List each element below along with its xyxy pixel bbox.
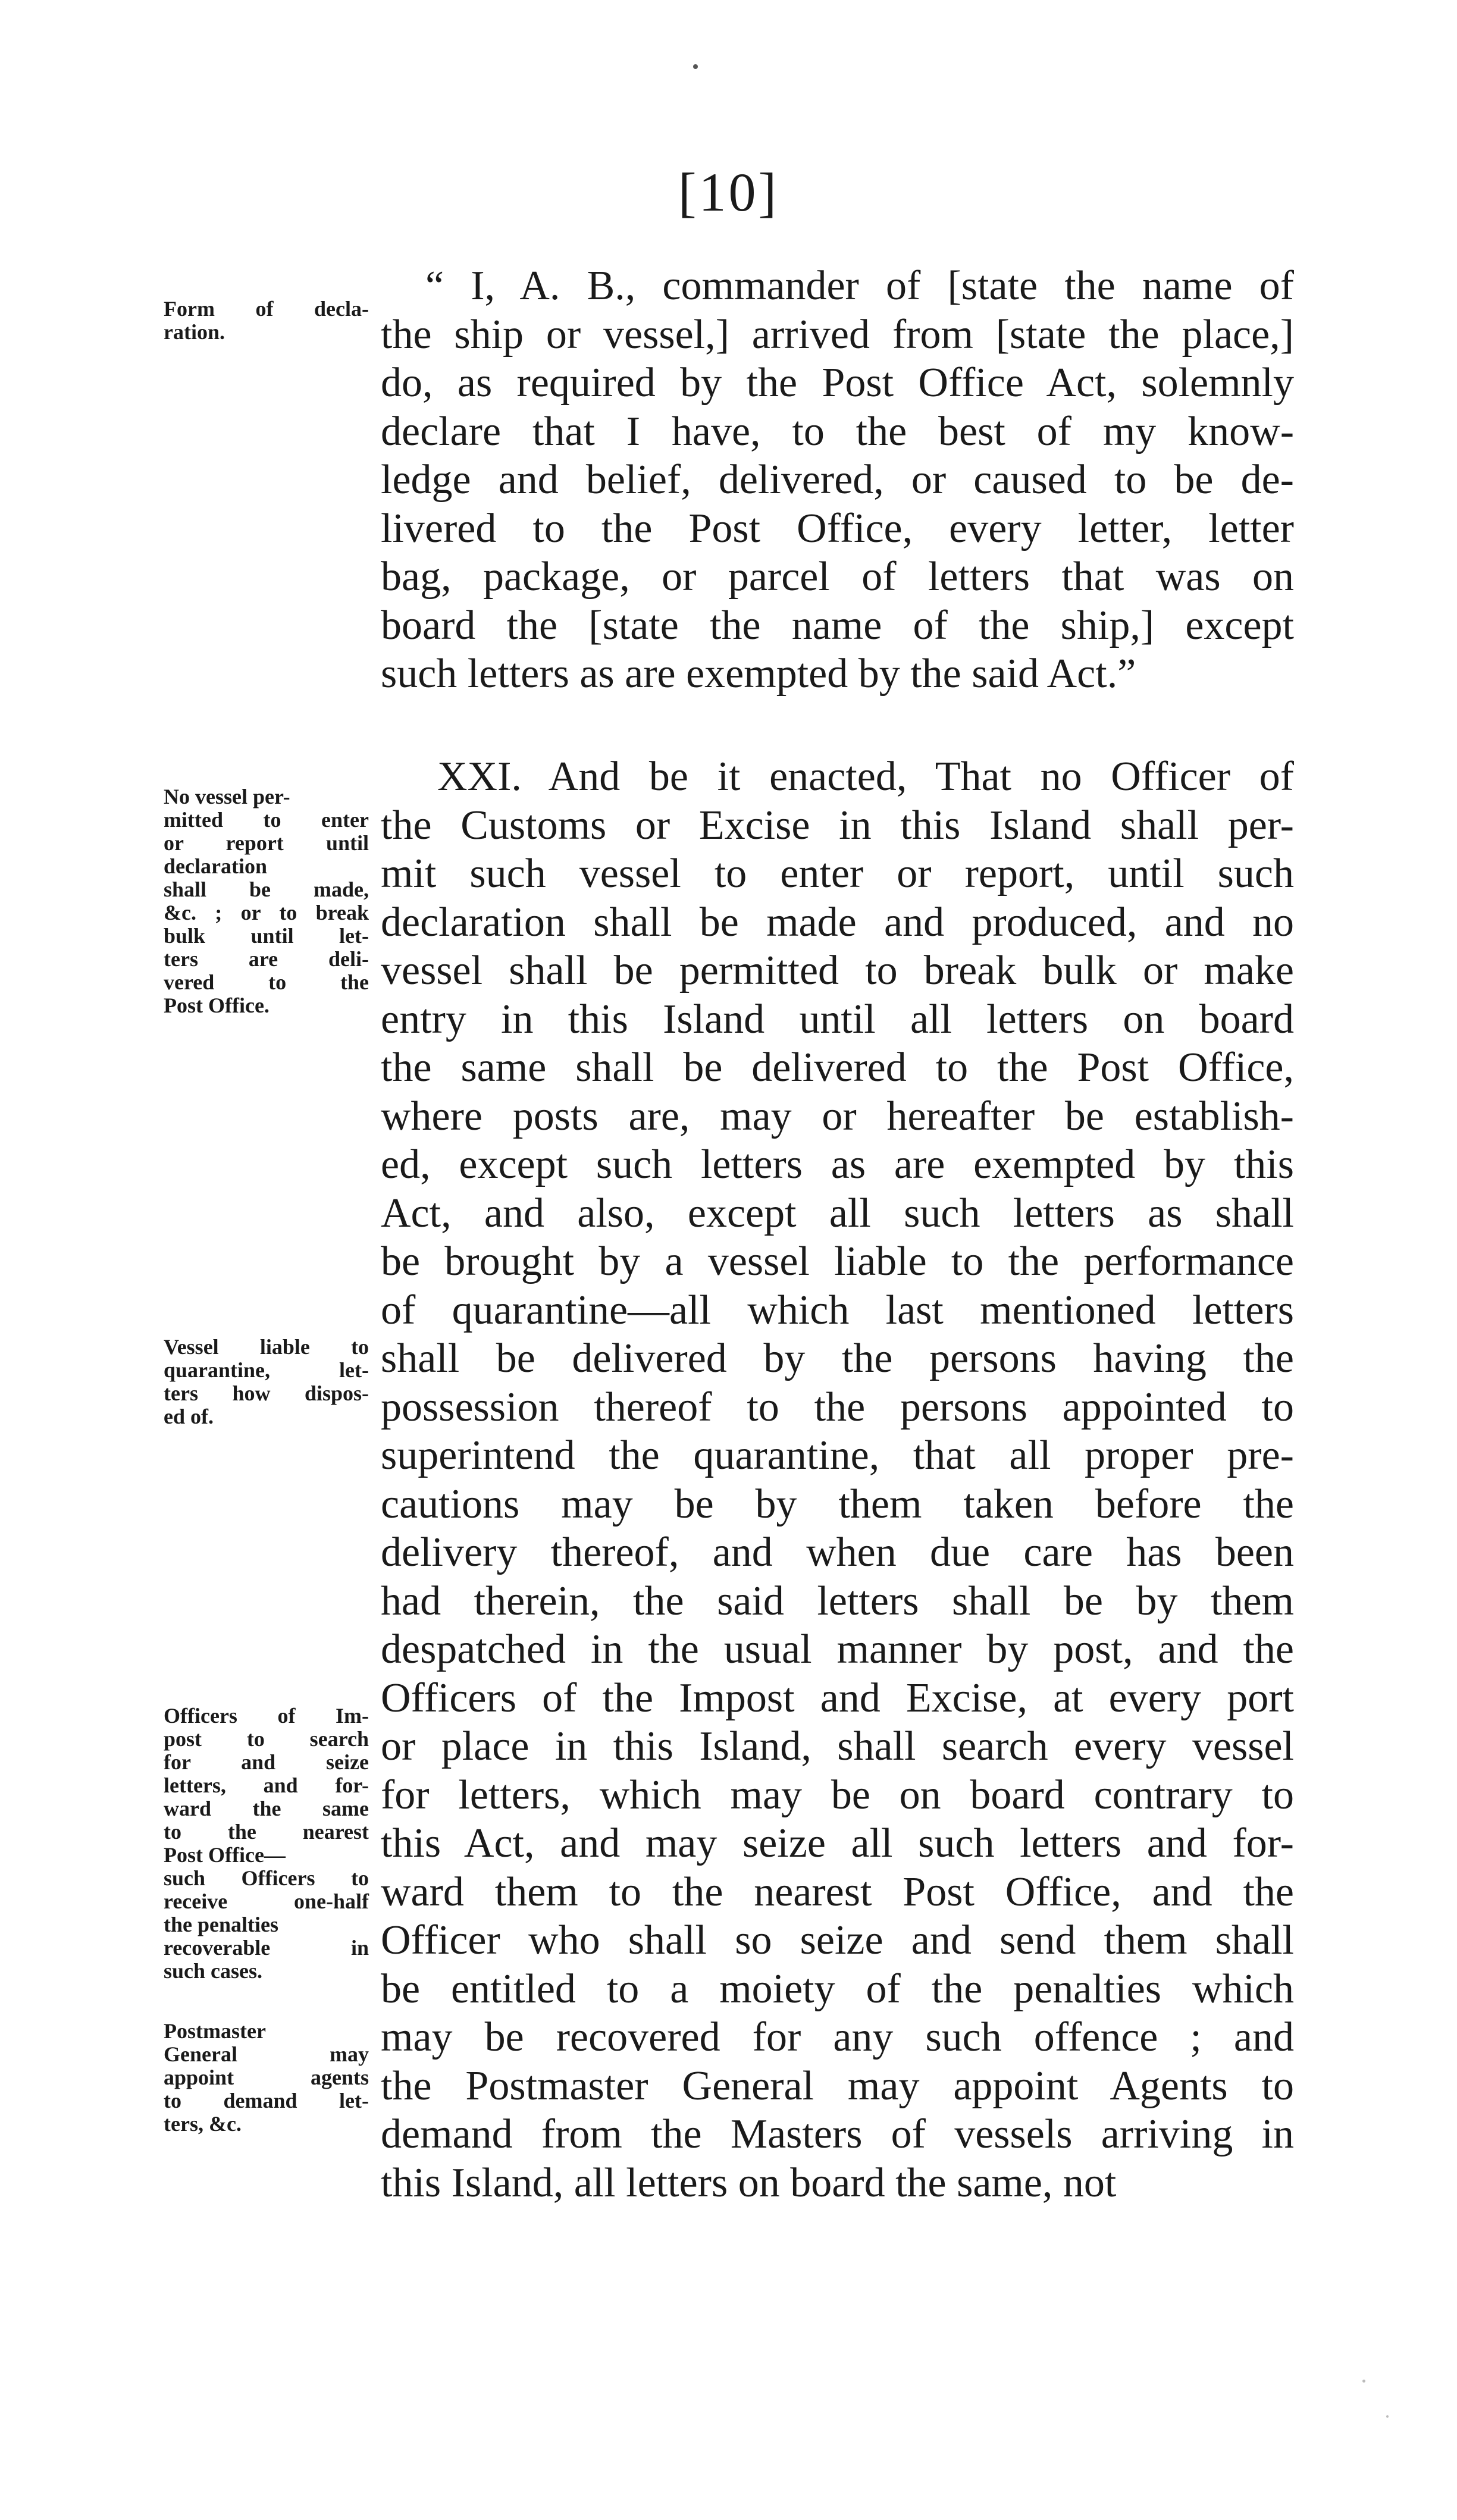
section-xxi-text xyxy=(381,753,1294,2207)
text-line: livered to the Post Office, every letter, letter xyxy=(381,505,1294,551)
margin-note-line: to demand let- xyxy=(164,2089,369,2112)
margin-note-officers xyxy=(164,1704,369,1983)
text-line: such letters as are exempted by the said Act.” xyxy=(381,651,1136,697)
text-line: superintend the quarantine, that all proper pre- xyxy=(381,1433,1294,1478)
text-line: vessel shall be permitted to break bulk or make xyxy=(381,948,1294,993)
margin-note-line: letters, and for- xyxy=(164,1773,369,1797)
text-line: despatched in the usual manner by post, and the xyxy=(381,1626,1294,1672)
margin-note-line: quarantine, let- xyxy=(164,1358,369,1382)
page-number: [10] xyxy=(678,162,779,222)
margin-note-no-vessel xyxy=(164,785,369,1017)
margin-note-line: shall be made, xyxy=(164,877,369,901)
margin-note-line: Vessel liable to xyxy=(164,1335,369,1359)
text-line: where posts are, may or hereafter be establish- xyxy=(381,1093,1294,1139)
text-line: demand from the Masters of vessels arriving in xyxy=(381,2111,1294,2157)
margin-note-line: No vessel per- xyxy=(164,785,290,808)
text-line: be entitled to a moiety of the penalties which xyxy=(381,1966,1294,2012)
text-line: cautions may be by them taken before the xyxy=(381,1481,1294,1527)
text-line: the Postmaster General may appoint Agents to xyxy=(381,2063,1294,2109)
margin-note-line: or report until xyxy=(164,831,369,855)
margin-note-line: ration. xyxy=(164,320,225,344)
margin-note-line: ward the same xyxy=(164,1797,369,1820)
text-line: ward them to the nearest Post Office, and the xyxy=(381,1869,1294,1915)
text-line: be brought by a vessel liable to the performance xyxy=(381,1239,1294,1284)
text-line: the ship or vessel,] arrived from [state the place,] xyxy=(381,311,1294,358)
text-line: XXI. And be it enacted, That no Officer of xyxy=(437,754,1294,800)
text-line: shall be delivered by the persons having the xyxy=(381,1336,1294,1381)
print-speck xyxy=(693,64,698,69)
text-line: of quarantine—all which last mentioned letters xyxy=(381,1287,1294,1333)
declaration-text xyxy=(381,262,1294,698)
text-line: Officer who shall so seize and send them shall xyxy=(381,1917,1294,1963)
text-line: or place in this Island, shall search every vessel xyxy=(381,1723,1294,1769)
margin-note-line: Form of decla- xyxy=(164,297,369,321)
text-line: possession thereof to the persons appointed to xyxy=(381,1384,1294,1430)
text-line: declaration shall be made and produced, and no xyxy=(381,899,1294,945)
margin-note-line: the penalties xyxy=(164,1913,278,1936)
print-speck xyxy=(1362,2380,1365,2383)
print-speck xyxy=(1386,2415,1389,2418)
margin-note-line: &c. ; or to break xyxy=(164,901,369,924)
text-line: Officers of the Impost and Excise, at every port xyxy=(381,1675,1294,1721)
text-line: mit such vessel to enter or report, until such xyxy=(381,851,1294,897)
text-line: bag, package, or parcel of letters that was on xyxy=(381,554,1294,600)
margin-note-line: Post Office— xyxy=(164,1843,286,1867)
margin-note-form-of-declaration xyxy=(164,297,369,344)
margin-note-line: recoverable in xyxy=(164,1936,369,1960)
margin-note-line: mitted to enter xyxy=(164,808,369,832)
text-line: the same shall be delivered to the Post Office, xyxy=(381,1045,1294,1090)
text-line: for letters, which may be on board contrary to xyxy=(381,1772,1294,1818)
margin-note-line: to the nearest xyxy=(164,1820,369,1844)
text-line: ed, except such letters as are exempted by this xyxy=(381,1142,1294,1187)
text-line: Act, and also, except all such letters as shall xyxy=(381,1190,1294,1236)
margin-note-line: declaration xyxy=(164,854,267,878)
text-line: “ I, A. B., commander of [state the name of xyxy=(425,263,1294,309)
margin-note-line: vered to the xyxy=(164,970,369,994)
margin-note-line: General may xyxy=(164,2042,369,2066)
margin-note-postmaster xyxy=(164,2020,369,2136)
margin-note-quarantine xyxy=(164,1336,369,1428)
margin-note-line: such Officers to xyxy=(164,1866,369,1890)
text-line: had therein, the said letters shall be by them xyxy=(381,1578,1294,1624)
text-line: board the [state the name of the ship,] except xyxy=(381,602,1294,648)
text-line: ledge and belief, delivered, or caused to be de- xyxy=(381,457,1294,503)
text-line: this Act, and may seize all such letters and for- xyxy=(381,1820,1294,1866)
text-line: entry in this Island until all letters on board xyxy=(381,996,1294,1042)
margin-note-line: Postmaster xyxy=(164,2019,266,2043)
text-line: this Island, all letters on board the same, not xyxy=(381,2159,1117,2206)
margin-note-line: bulk until let- xyxy=(164,924,369,948)
margin-note-line: Officers of Im- xyxy=(164,1704,369,1728)
margin-note-line: ters, &c. xyxy=(164,2112,242,2136)
text-line: may be recovered for any such offence ; and xyxy=(381,2014,1294,2060)
margin-note-line: for and seize xyxy=(164,1750,369,1774)
text-line: declare that I have, to the best of my know- xyxy=(381,408,1294,455)
margin-note-line: post to search xyxy=(164,1727,369,1751)
text-line: do, as required by the Post Office Act, solemnly xyxy=(381,360,1294,406)
margin-note-line: appoint agents xyxy=(164,2065,369,2089)
margin-note-line: Post Office. xyxy=(164,993,270,1017)
margin-note-line: such cases. xyxy=(164,1959,263,1983)
text-line: the Customs or Excise in this Island shall per- xyxy=(381,802,1294,848)
margin-note-line: ters how dispos- xyxy=(164,1381,369,1405)
margin-note-line: ed of. xyxy=(164,1405,214,1428)
margin-note-line: ters are deli- xyxy=(164,947,369,971)
margin-note-line: receive one-half xyxy=(164,1889,369,1913)
text-line: delivery thereof, and when due care has been xyxy=(381,1529,1294,1575)
